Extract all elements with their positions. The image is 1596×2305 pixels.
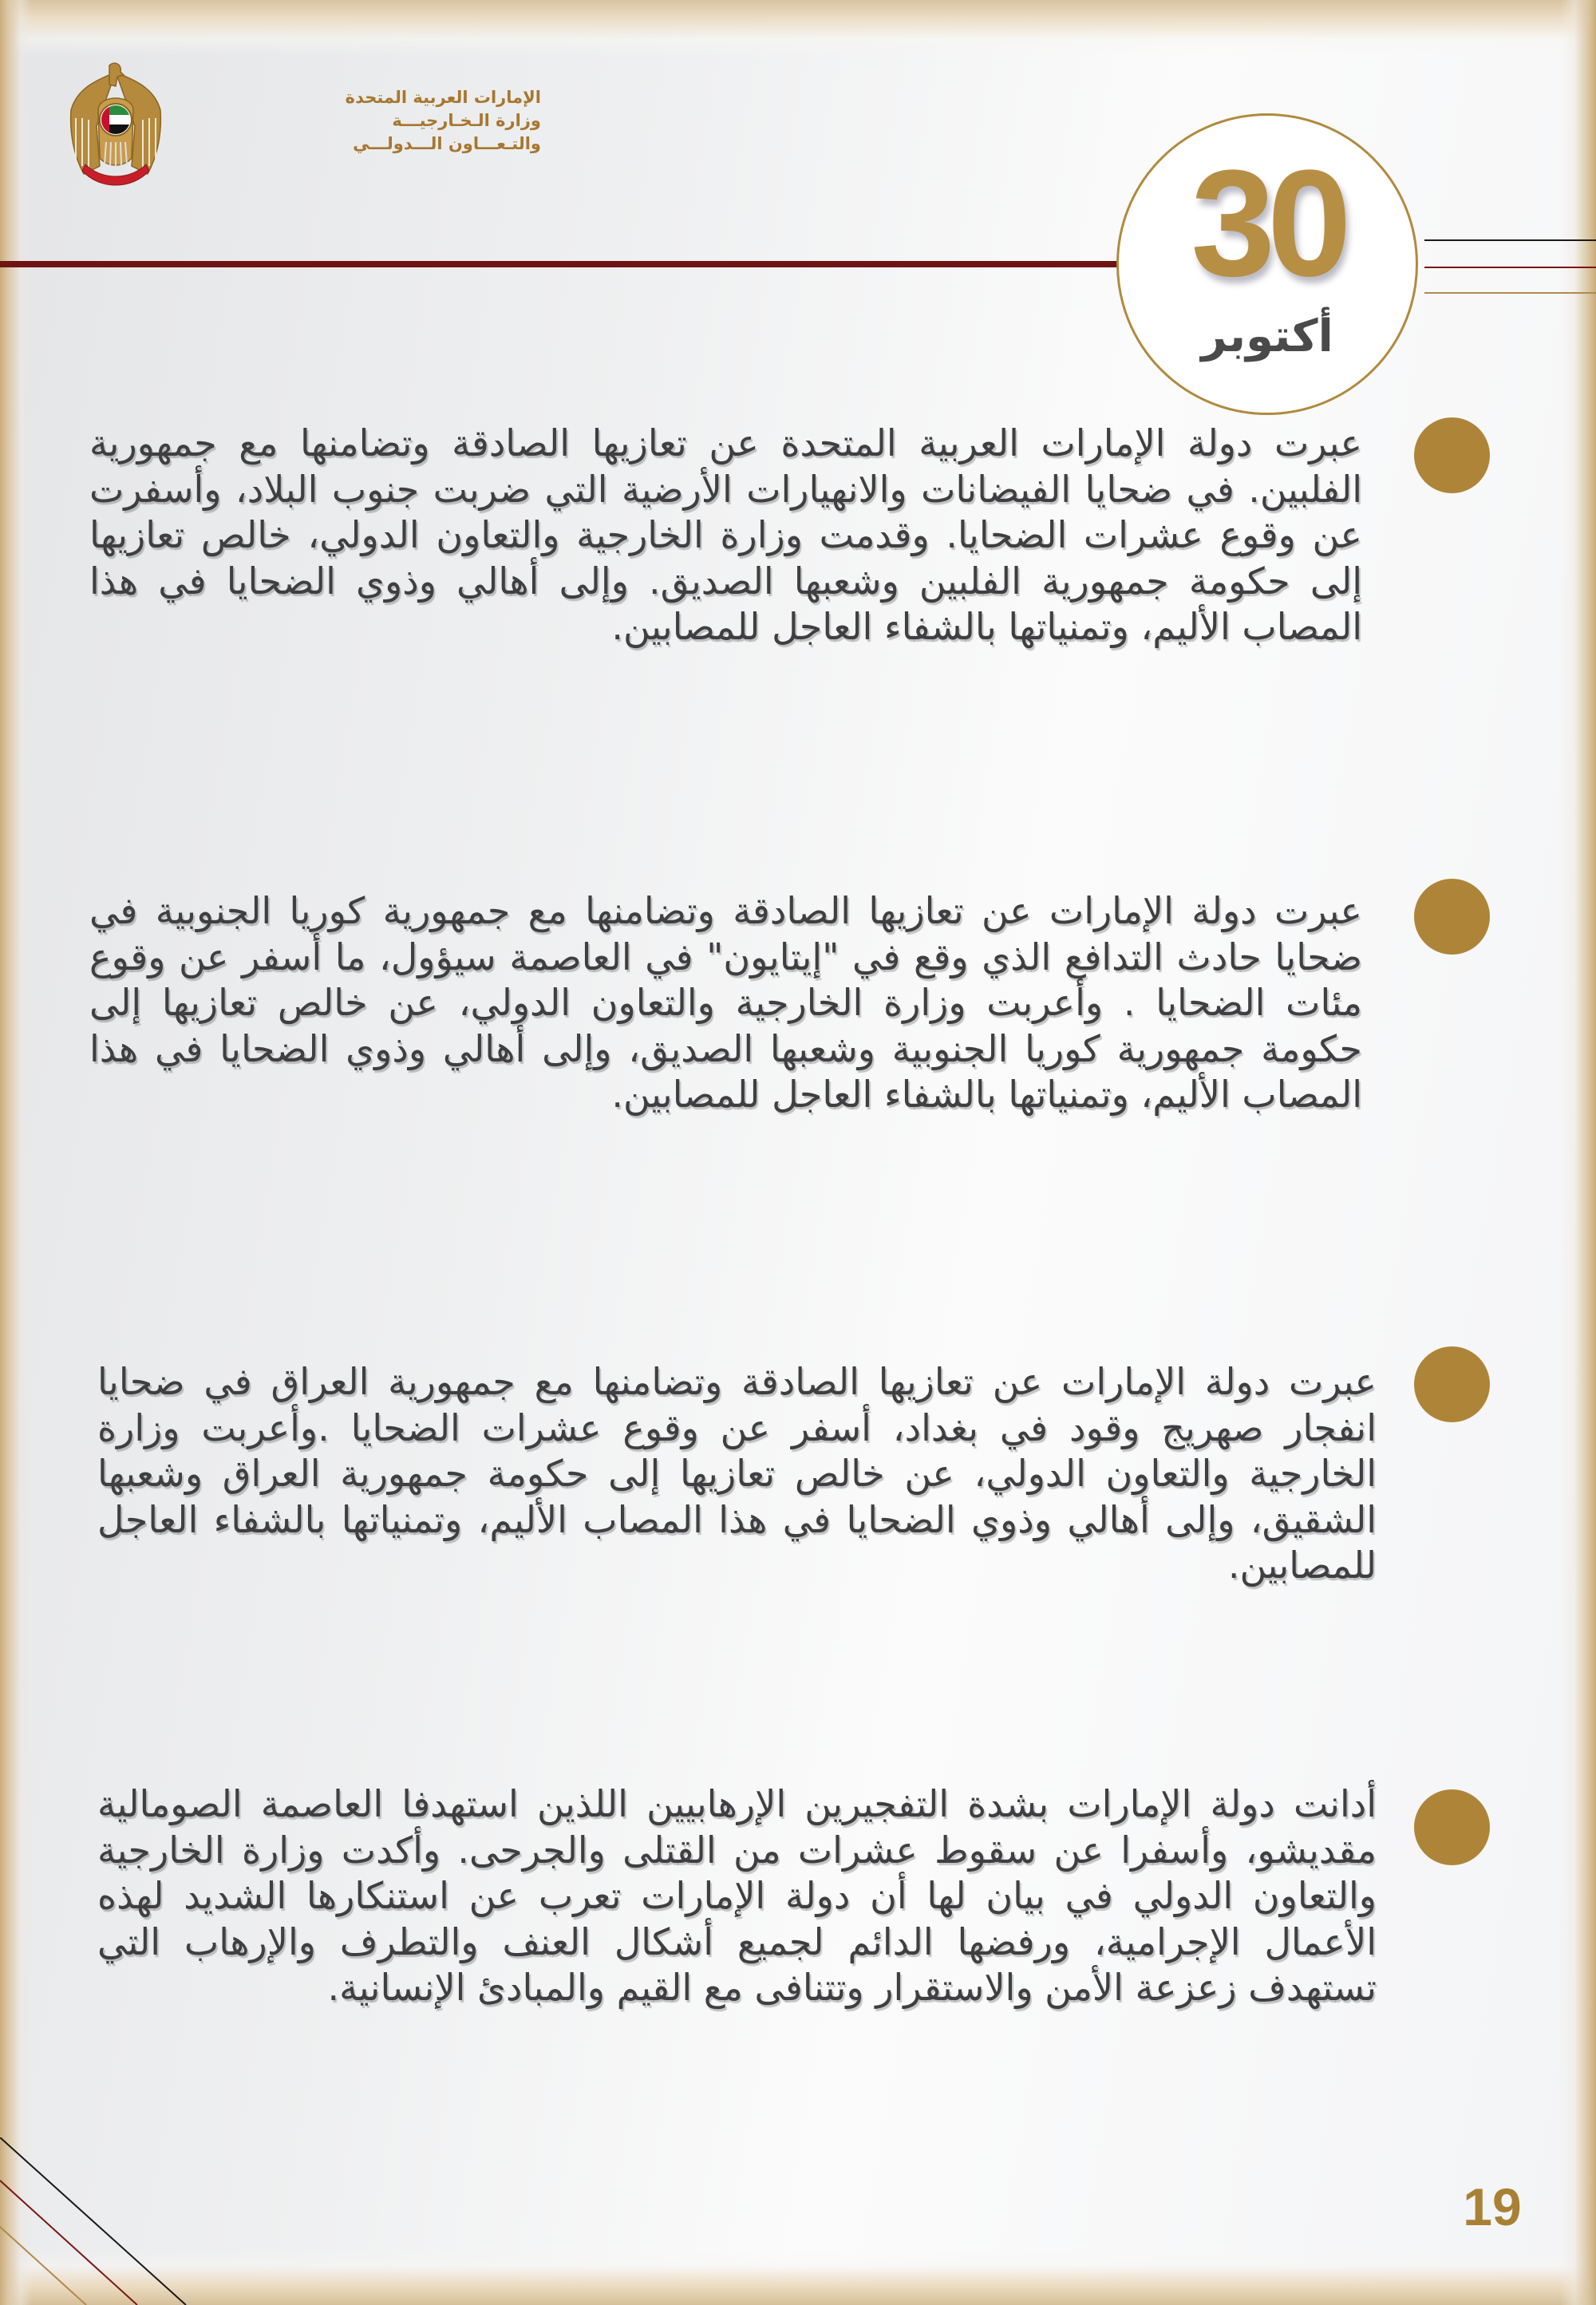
decorative-diagonal-lines (0, 2137, 192, 2305)
ministry-name-line-3: والتـعـــاون الـــدولـــي (353, 134, 541, 153)
ministry-name-line-1: الإمارات العربية المتحدة (345, 88, 541, 107)
decorative-line-gold (1424, 292, 1596, 294)
page-border-top (0, 0, 1596, 56)
news-item-4: أدانت دولة الإمارات بشدة التفجيرين الإرهابيين اللذين استهدفا العاصمة الصومالية مقديشو، وأسفرا عن سقوط عشرات من القتلى والجرحى. وأكدت وزارة الخارجية والتعاون الدولي في بيان لها أن دولة الإمارات تعرب عن استنكارها الشديد لهذه الأعمال الإجرامية، ورفضها الدائم لجميع أشكال العنف والتطرف والإرهاب التي تستهدف زعزعة الأمن والاستقرار وتتنافى مع القيم والمبادئ الإنسانية. (97, 1782, 1377, 2009)
gold-bullet-icon (1414, 1789, 1490, 1865)
header-divider-bar (0, 261, 1117, 267)
uae-emblem-icon (68, 62, 164, 190)
news-item-2: عبرت دولة الإمارات عن تعازيها الصادقة وتضامنها مع جمهورية كوريا الجنوبية في ضحايا حادث التدافع الذي وقع في "إيتايون" في العاصمة سيؤول، ما أسفر عن وقوع مئات الضحايا . وأعربت وزارة الخارجية والتعاون الدولي، عن خالص تعازيها إلى حكومة جمهورية كوريا الجنوبية وشعبها الصديق، وإلى أهالي وذوي الضحايا في هذا المصاب الأليم، وتمنياتها بالشفاء العاجل للمصابين. (89, 889, 1362, 1116)
decorative-line-black (1424, 239, 1596, 241)
date-day: 30 (1191, 139, 1344, 308)
page-border-bottom (0, 2249, 1596, 2305)
date-badge (1116, 113, 1418, 415)
date-month: أكتوبر (1201, 310, 1333, 362)
page-border-left (0, 0, 32, 2305)
gold-bullet-icon (1414, 417, 1490, 493)
news-item-1: عبرت دولة الإمارات العربية المتحدة عن تعازيها الصادقة وتضامنها مع جمهورية الفلبين. في ضحايا الفيضانات والانهيارات الأرضية التي ضربت جنوب البلاد، وأسفرت عن وقوع عشرات الضحايا. وقدمت وزارة الخارجية والتعاون الدولي، خالص تعازيها إلى حكومة جمهورية الفلبين وشعبها الصديق. وإلى أهالي وذوي الضحايا في هذا المصاب الأليم، وتمنياتها بالشفاء العاجل للمصابين. (89, 421, 1362, 648)
decorative-line-red (1424, 267, 1596, 268)
ministry-name (182, 86, 541, 156)
gold-bullet-icon (1414, 879, 1490, 955)
gold-bullet-icon (1414, 1346, 1490, 1422)
ministry-name-line-2: وزارة الـخـارجيـــة (392, 111, 541, 130)
page-number: 19 (1463, 2177, 1522, 2236)
page-border-right (1560, 0, 1596, 2305)
news-item-3: عبرت دولة الإمارات عن تعازيها الصادقة وتضامنها مع جمهورية العراق في ضحايا انفجار صهريج وقود في بغداد، أسفر عن وقوع عشرات الضحايا .وأعربت وزارة الخارجية والتعاون الدولي، عن خالص تعازيها إلى حكومة جمهورية العراق وشعبها الشقيق، وإلى أهالي وذوي الضحايا في هذا المصاب الأليم، وتمنياتها بالشفاء العاجل للمصابين. (97, 1360, 1377, 1587)
